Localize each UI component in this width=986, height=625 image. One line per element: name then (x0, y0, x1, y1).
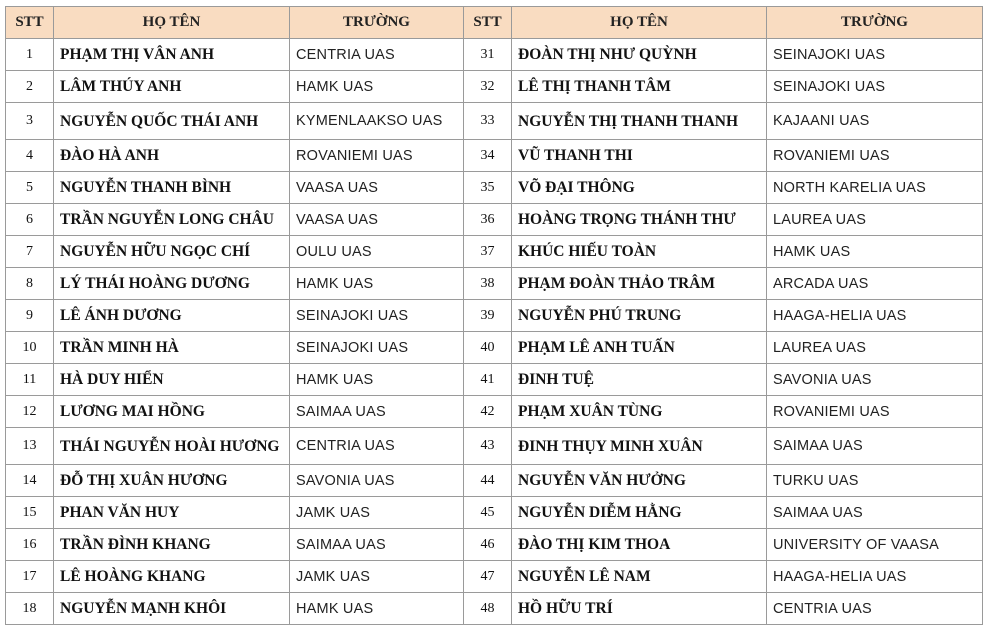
stt-cell-left: 14 (6, 465, 54, 497)
school-name-left: OULU UAS (290, 236, 464, 268)
table-row (6, 396, 983, 428)
header-school-right: TRƯỜNG (767, 7, 983, 39)
table-row (6, 300, 983, 332)
stt-cell-left: 10 (6, 332, 54, 364)
school-name-left: KYMENLAAKSO UAS (290, 103, 464, 140)
school-name-right: ROVANIEMI UAS (767, 396, 983, 428)
student-name-left: LƯƠNG MAI HỒNG (54, 396, 290, 428)
stt-cell-right: 37 (464, 236, 512, 268)
student-name-left: NGUYỄN THANH BÌNH (54, 172, 290, 204)
stt-cell-left: 18 (6, 593, 54, 625)
stt-cell-right: 48 (464, 593, 512, 625)
school-name-right: ROVANIEMI UAS (767, 140, 983, 172)
stt-cell-right: 43 (464, 428, 512, 465)
stt-cell-right: 32 (464, 71, 512, 103)
stt-cell-left: 16 (6, 529, 54, 561)
student-name-right: NGUYỄN DIỄM HẰNG (512, 497, 767, 529)
student-name-right: NGUYỄN LÊ NAM (512, 561, 767, 593)
stt-cell-left: 1 (6, 39, 54, 71)
stt-cell-left: 7 (6, 236, 54, 268)
student-name-right: HỒ HỮU TRÍ (512, 593, 767, 625)
school-name-right: SAIMAA UAS (767, 497, 983, 529)
school-name-left: JAMK UAS (290, 561, 464, 593)
header-name-left: HỌ TÊN (54, 7, 290, 39)
school-name-right: UNIVERSITY OF VAASA (767, 529, 983, 561)
school-name-left: HAMK UAS (290, 71, 464, 103)
stt-cell-right: 35 (464, 172, 512, 204)
table-row (6, 103, 983, 140)
table-row (6, 172, 983, 204)
school-name-left: SEINAJOKI UAS (290, 332, 464, 364)
school-name-left: HAMK UAS (290, 364, 464, 396)
student-name-left: NGUYỄN QUỐC THÁI ANH (54, 103, 290, 140)
student-name-right: ĐINH THỤY MINH XUÂN (512, 428, 767, 465)
stt-cell-left: 2 (6, 71, 54, 103)
table-header-row (6, 7, 983, 39)
stt-cell-right: 36 (464, 204, 512, 236)
school-name-left: SAIMAA UAS (290, 396, 464, 428)
student-name-left: PHAN VĂN HUY (54, 497, 290, 529)
table-row (6, 204, 983, 236)
school-name-left: SAIMAA UAS (290, 529, 464, 561)
student-name-left: THÁI NGUYỄN HOÀI HƯƠNG (54, 428, 290, 465)
student-name-left: TRẦN NGUYỄN LONG CHÂU (54, 204, 290, 236)
school-name-right: HAMK UAS (767, 236, 983, 268)
stt-cell-right: 44 (464, 465, 512, 497)
stt-cell-left: 8 (6, 268, 54, 300)
school-name-left: JAMK UAS (290, 497, 464, 529)
stt-cell-left: 4 (6, 140, 54, 172)
school-name-right: HAAGA-HELIA UAS (767, 300, 983, 332)
stt-cell-left: 15 (6, 497, 54, 529)
student-name-right: PHẠM LÊ ANH TUẤN (512, 332, 767, 364)
school-name-right: SAIMAA UAS (767, 428, 983, 465)
school-name-right: SAVONIA UAS (767, 364, 983, 396)
school-name-left: HAMK UAS (290, 593, 464, 625)
school-name-right: LAUREA UAS (767, 204, 983, 236)
stt-cell-right: 45 (464, 497, 512, 529)
student-name-right: LÊ THỊ THANH TÂM (512, 71, 767, 103)
stt-cell-right: 42 (464, 396, 512, 428)
school-name-right: HAAGA-HELIA UAS (767, 561, 983, 593)
table-row (6, 428, 983, 465)
student-name-left: LÂM THÚY ANH (54, 71, 290, 103)
table-row (6, 268, 983, 300)
school-name-right: KAJAANI UAS (767, 103, 983, 140)
school-name-left: SEINAJOKI UAS (290, 300, 464, 332)
table-row (6, 71, 983, 103)
table-row (6, 140, 983, 172)
stt-cell-left: 9 (6, 300, 54, 332)
school-name-right: SEINAJOKI UAS (767, 71, 983, 103)
student-name-right: VŨ THANH THI (512, 140, 767, 172)
student-name-left: LÝ THÁI HOÀNG DƯƠNG (54, 268, 290, 300)
student-name-right: KHÚC HIẾU TOÀN (512, 236, 767, 268)
header-stt-left: STT (6, 7, 54, 39)
table-row (6, 39, 983, 71)
school-name-right: ARCADA UAS (767, 268, 983, 300)
stt-cell-right: 39 (464, 300, 512, 332)
stt-cell-left: 13 (6, 428, 54, 465)
student-name-left: LÊ ÁNH DƯƠNG (54, 300, 290, 332)
stt-cell-right: 40 (464, 332, 512, 364)
school-name-right: LAUREA UAS (767, 332, 983, 364)
student-name-left: PHẠM THỊ VÂN ANH (54, 39, 290, 71)
table-row (6, 332, 983, 364)
student-name-left: HÀ DUY HIỂN (54, 364, 290, 396)
student-name-left: ĐỖ THỊ XUÂN HƯƠNG (54, 465, 290, 497)
stt-cell-left: 12 (6, 396, 54, 428)
header-school-left: TRƯỜNG (290, 7, 464, 39)
school-name-left: ROVANIEMI UAS (290, 140, 464, 172)
student-name-left: LÊ HOÀNG KHANG (54, 561, 290, 593)
student-list-document (5, 6, 983, 625)
student-name-left: NGUYỄN HỮU NGỌC CHÍ (54, 236, 290, 268)
student-table (5, 6, 983, 625)
school-name-right: CENTRIA UAS (767, 593, 983, 625)
student-name-right: PHẠM ĐOÀN THẢO TRÂM (512, 268, 767, 300)
table-row (6, 497, 983, 529)
table-row (6, 561, 983, 593)
stt-cell-right: 33 (464, 103, 512, 140)
student-name-left: ĐÀO HÀ ANH (54, 140, 290, 172)
school-name-left: CENTRIA UAS (290, 39, 464, 71)
stt-cell-right: 41 (464, 364, 512, 396)
student-name-left: TRẦN MINH HÀ (54, 332, 290, 364)
stt-cell-right: 31 (464, 39, 512, 71)
student-name-right: NGUYỄN PHÚ TRUNG (512, 300, 767, 332)
table-body (6, 39, 983, 625)
stt-cell-right: 38 (464, 268, 512, 300)
school-name-right: TURKU UAS (767, 465, 983, 497)
student-name-right: VÕ ĐẠI THÔNG (512, 172, 767, 204)
table-row (6, 364, 983, 396)
school-name-left: CENTRIA UAS (290, 428, 464, 465)
school-name-right: NORTH KARELIA UAS (767, 172, 983, 204)
school-name-left: SAVONIA UAS (290, 465, 464, 497)
stt-cell-left: 17 (6, 561, 54, 593)
school-name-right: SEINAJOKI UAS (767, 39, 983, 71)
school-name-left: VAASA UAS (290, 172, 464, 204)
student-name-left: NGUYỄN MẠNH KHÔI (54, 593, 290, 625)
student-name-right: ĐÀO THỊ KIM THOA (512, 529, 767, 561)
stt-cell-left: 3 (6, 103, 54, 140)
header-stt-right: STT (464, 7, 512, 39)
student-name-left: TRẦN ĐÌNH KHANG (54, 529, 290, 561)
header-name-right: HỌ TÊN (512, 7, 767, 39)
student-name-right: ĐINH TUỆ (512, 364, 767, 396)
table-row (6, 465, 983, 497)
stt-cell-right: 34 (464, 140, 512, 172)
table-row (6, 593, 983, 625)
student-name-right: NGUYỄN VĂN HƯỞNG (512, 465, 767, 497)
stt-cell-left: 5 (6, 172, 54, 204)
school-name-left: HAMK UAS (290, 268, 464, 300)
table-row (6, 529, 983, 561)
stt-cell-left: 6 (6, 204, 54, 236)
stt-cell-right: 47 (464, 561, 512, 593)
stt-cell-right: 46 (464, 529, 512, 561)
student-name-right: HOÀNG TRỌNG THÁNH THƯ (512, 204, 767, 236)
student-name-right: NGUYỄN THỊ THANH THANH (512, 103, 767, 140)
table-row (6, 236, 983, 268)
student-name-right: PHẠM XUÂN TÙNG (512, 396, 767, 428)
school-name-left: VAASA UAS (290, 204, 464, 236)
stt-cell-left: 11 (6, 364, 54, 396)
student-name-right: ĐOÀN THỊ NHƯ QUỲNH (512, 39, 767, 71)
